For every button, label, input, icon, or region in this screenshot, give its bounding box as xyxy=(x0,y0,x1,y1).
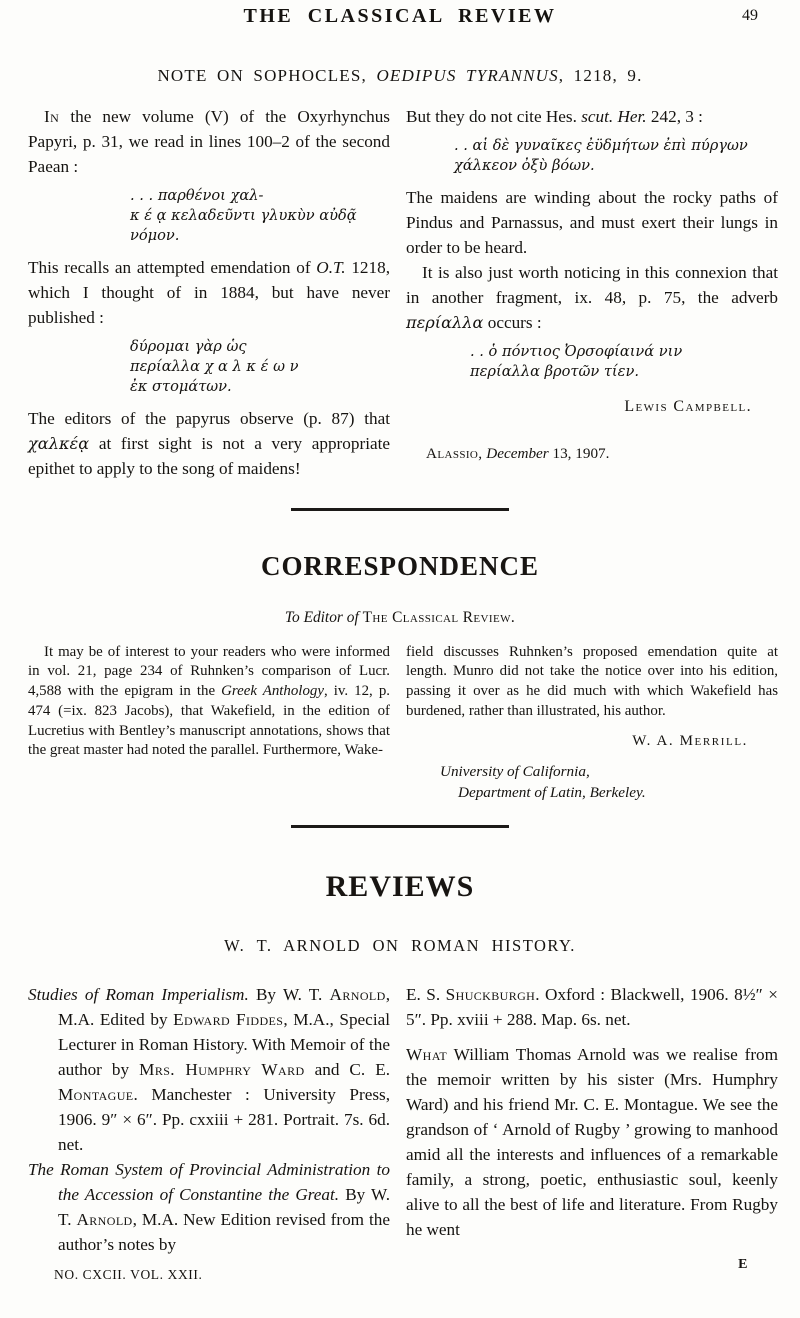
note-paragraph: This recalls an attempted emendation of O.T. 1218, which I thought of in 1884, but have never published : xyxy=(28,258,390,327)
article-title-pre: NOTE ON SOPHOCLES, xyxy=(157,66,377,85)
correspondence-heading: CORRESPONDENCE xyxy=(260,550,540,581)
book-citation: The Roman System of Provincial Administration to the Accession of Constantine the Great. By W. T. Arnold, M.A. New Edition revised from the author’s notes by xyxy=(28,1159,390,1254)
correspondence-columns xyxy=(0,643,800,804)
review-paragraph: What William Thomas Arnold was we realise from the memoir written by his sister (Mrs. Humphry Ward) and his friend Mr. C. E. Montague. We see the grandson of ‘ Arnold of Rugby ’ growing to manhood amid all the interests and influences of a remarkable family, a strong, poetic, enthusiastic soul, keenly alive to all the best of life and literature. From Rugby he went xyxy=(406,1044,778,1239)
note-paragraph: The maidens are winding about the rocky paths of Pindus and Parnassus, and must exert their lungs in order to be heard. xyxy=(406,188,778,257)
correspondence-right-column xyxy=(406,643,778,804)
section-divider xyxy=(291,508,509,511)
note-paragraph: In the new volume (V) of the Oxyrhynchus Papyri, p. 31, we read in lines 100–2 of the second Paean : xyxy=(28,107,390,176)
page-number: 49 xyxy=(742,7,758,24)
paragraph-lead: In xyxy=(44,107,60,126)
journal-title: THE CLASSICAL REVIEW xyxy=(243,5,557,27)
article-title xyxy=(0,66,800,86)
article-title-post: , 1218, 9. xyxy=(558,66,643,85)
greek-quotation: . . αἱ δὲ γυναῖκες ἐϋδμήτων ἐπὶ πύργων χάλκεον ὀξὺ βόων. xyxy=(454,137,748,174)
reviews-right-column xyxy=(406,982,778,1287)
correspondence-left-column xyxy=(28,643,390,804)
dateline: Alassio, December 13, 1907. xyxy=(426,445,610,462)
salutation: To Editor of The Classical Review. xyxy=(284,608,516,626)
correspondence-paragraph: field discusses Ruhnken’s proposed emendation quite at length. Munro did not take the notice over into his edition, passing it over as he did much with which Wakefield has burdened, rather than illustrated, his author. xyxy=(406,643,778,719)
note-columns xyxy=(0,104,800,481)
note-right-column xyxy=(406,104,778,481)
volume-footer: NO. CXCII. VOL. XXII. xyxy=(54,1266,203,1282)
greek-quotation: . . . παρθένοι χαλ- κ έ ᾳ κελαδεῦντι γλυκὺν αὐδᾷ νόμον. xyxy=(130,187,357,244)
author-signature: Lewis Campbell. xyxy=(624,398,752,415)
reviews-left-column xyxy=(28,982,390,1287)
masthead xyxy=(0,0,800,28)
article-title-work: OEDIPUS TYRANNUS xyxy=(376,66,559,85)
book-citation: Studies of Roman Imperialism. By W. T. Arnold, M.A. Edited by Edward Fiddes, M.A., Special Lecturer in Roman History. With Memoir of the author by Mrs. Humphry Ward and C. E. Montague. Manchester : University Press, 1906. 9″ × 6″. Pp. cxxiii + 281. Portrait. 7s. 6d. net. xyxy=(28,984,390,1154)
author-signature: W. A. Merrill. xyxy=(632,732,748,749)
paragraph-lead: What xyxy=(406,1044,448,1064)
book-citation-continuation: E. S. Shuckburgh. Oxford : Blackwell, 1906. 8½″ × 5″. Pp. xviii + 288. Map. 6s. net. xyxy=(406,984,778,1029)
review-subheading: W. T. ARNOLD ON ROMAN HISTORY. xyxy=(224,935,576,955)
correspondence-paragraph: It may be of interest to your readers who were informed in vol. 21, page 234 of Ruhnken’s comparison of Lucr. 4,588 with the epigram in the Greek Anthology, iv. 12, p. 474 (=ix. 823 Jacobs), that Wakefield, in the edition of Lucretius with Bentley’s manuscript annotations, shows that the great master had noted the parallel. Furthermore, Wake- xyxy=(28,643,390,759)
note-paragraph: The editors of the papyrus observe (p. 87) that χαλκέᾳ at first sight is not a very appropriate epithet to apply to the song of maidens! xyxy=(28,409,390,478)
printers-mark: E xyxy=(738,1256,748,1272)
reviews-heading: REVIEWS xyxy=(325,869,475,903)
author-address: University of California, Department of Latin, Berkeley. xyxy=(440,763,646,802)
section-divider xyxy=(291,825,509,828)
reviews-columns xyxy=(0,982,800,1287)
note-paragraph: But they do not cite Hes. scut. Her. 242, 3 : xyxy=(406,107,703,126)
note-paragraph: It is also just worth noticing in this connexion that in another fragment, ix. 48, p. 75, the adverb περίαλλα occurs : xyxy=(406,263,778,332)
greek-quotation: . . ὁ πόντιος Ὀρσοφίαινά νιν περίαλλα βροτῶν τίεν. xyxy=(470,343,683,380)
note-left-column xyxy=(28,104,390,481)
greek-quotation: δύρομαι γὰρ ὡς περίαλλα χ α λ κ έ ω ν ἐκ στομάτων. xyxy=(130,338,299,395)
